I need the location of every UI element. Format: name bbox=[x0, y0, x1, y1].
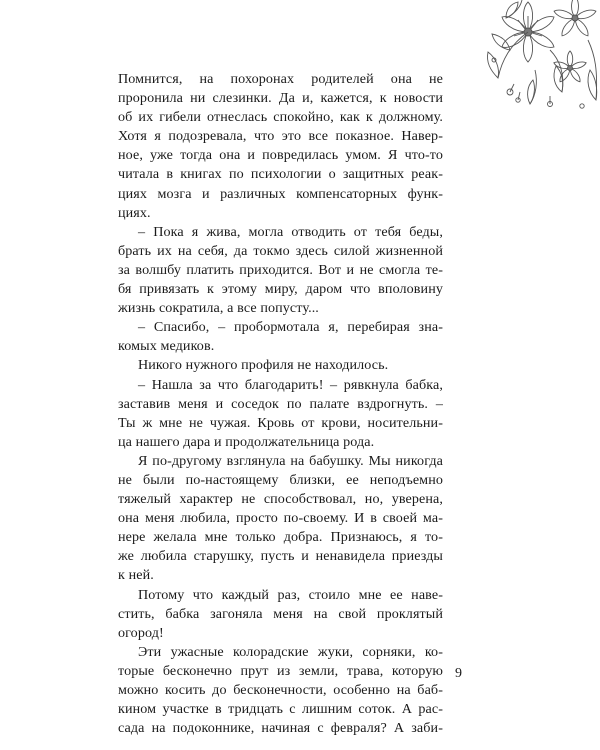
body-text bbox=[118, 70, 443, 738]
text-line: Потому что каждый раз, стоило мне ее наве- bbox=[138, 586, 443, 603]
text-line: к ней. bbox=[118, 567, 154, 584]
text-line: Я по-другому взглянула на бабушку. Мы никогда bbox=[138, 452, 443, 469]
text-line: Никого нужного профиля не находилось. bbox=[138, 357, 389, 374]
text-line: – Спасибо, – пробормотала я, перебирая зна- bbox=[138, 319, 443, 336]
text-line: огород! bbox=[118, 624, 164, 641]
text-line: за волшбу платить приходится. Вот и не смогла те- bbox=[118, 261, 443, 278]
text-line: Эти ужасные колорадские жуки, сорняки, ко- bbox=[138, 643, 443, 660]
text-line: – Нашла за что благодарить! – рявкнула бабка, bbox=[138, 376, 443, 393]
text-line: же любила старушку, пусть и ненавидела приезды bbox=[118, 548, 443, 565]
text-line: циях мозга и различных компенсаторных функ- bbox=[118, 185, 443, 202]
text-line: проронила ни слезинки. Да и, кажется, к новости bbox=[118, 90, 443, 107]
text-line: бя привязать к этому миру, даром что вполовину bbox=[118, 281, 443, 298]
page-number: 9 bbox=[455, 666, 462, 681]
text-line: стить, бабка загоняла меня на свой проклятый bbox=[118, 605, 443, 622]
text-line: жизнь сократила, а все попусту... bbox=[118, 300, 319, 317]
text-line: тяжелый характер не способствовал, но, уверена, bbox=[118, 491, 443, 508]
text-line: комых медиков. bbox=[118, 338, 215, 355]
text-line: не были по-настоящему близки, ее неподъемно bbox=[118, 471, 443, 488]
text-line: заставив меня и соседок по палате вздрогнуть. – bbox=[118, 395, 443, 412]
text-line: Ты ж мне не чужая. Кровь от крови, носительни- bbox=[118, 414, 443, 431]
text-line: читала в книгах по психологии о защитных реак- bbox=[118, 166, 443, 183]
text-line: Хотя я подозревала, что это все показное. Навер- bbox=[118, 128, 443, 145]
text-line: циях. bbox=[118, 204, 151, 221]
text-line: – Пока я жива, могла отводить от тебя беды, bbox=[138, 223, 443, 240]
text-line: кином участке в тридцать с лишним соток. А рас- bbox=[118, 701, 443, 718]
text-line: можно косить до бесконечности, особенно на баб- bbox=[118, 682, 443, 698]
text-line: торые бесконечно прут из земли, трава, которую bbox=[118, 662, 443, 679]
text-line: Помнится, на похоронах родителей она не bbox=[118, 71, 443, 87]
text-line: сада на подоконнике, начиная с февраля? А заби- bbox=[118, 720, 443, 737]
text-line: ное, уже тогда она и повредилась умом. Я что-то bbox=[118, 147, 443, 164]
text-line: нере желала мне только добра. Признаюсь, я то- bbox=[118, 529, 443, 546]
text-line: брать их на себя, да токмо здесь силой жизненной bbox=[118, 242, 443, 259]
text-line: она меня любила, просто по-своему. И в своей ма- bbox=[118, 510, 443, 527]
text-line: ца нашего дара и продолжательница рода. bbox=[118, 433, 375, 450]
text-line: об их гибели отнеслась спокойно, как к должному. bbox=[118, 109, 443, 126]
